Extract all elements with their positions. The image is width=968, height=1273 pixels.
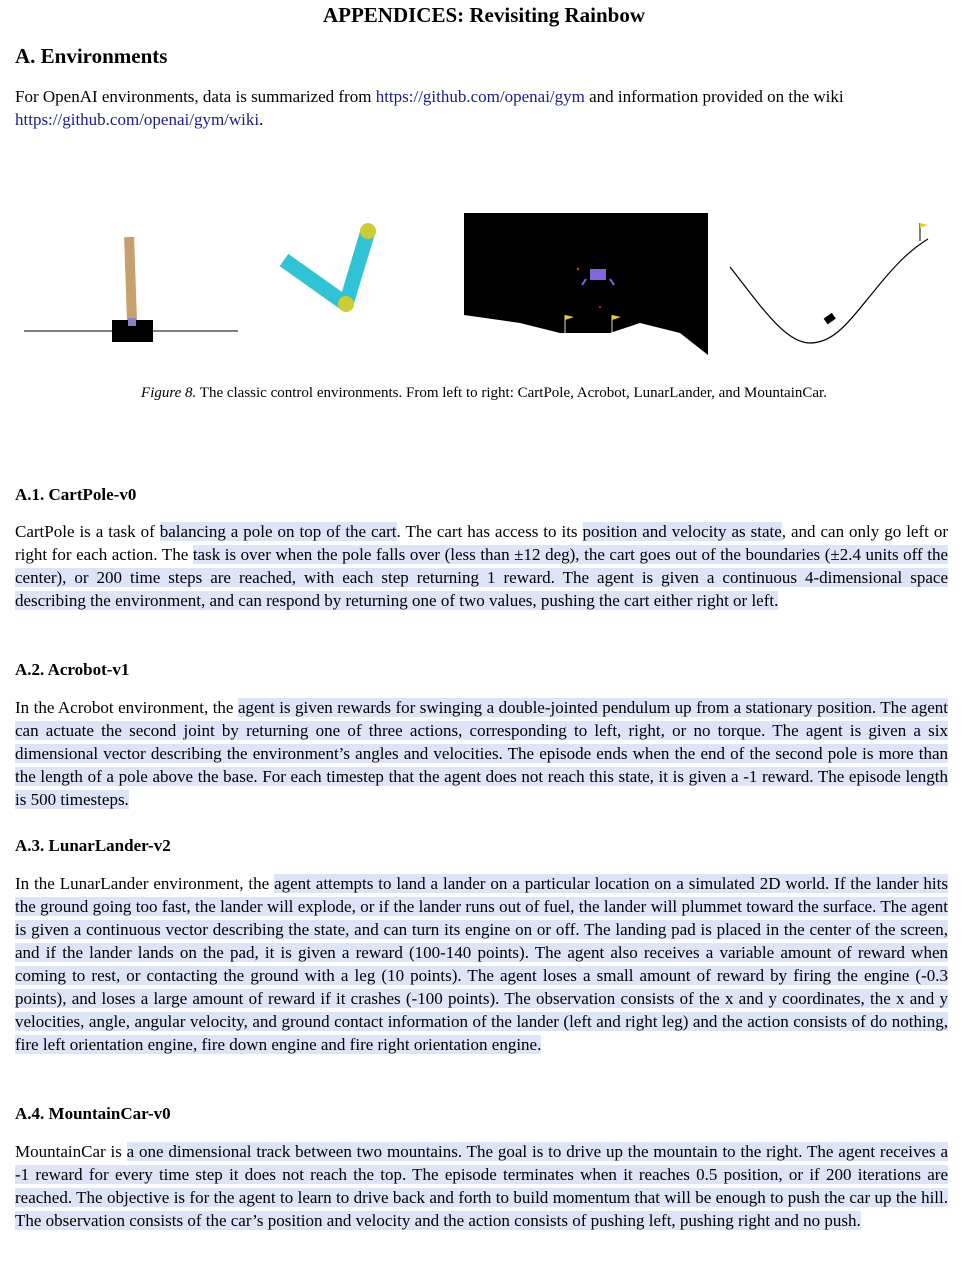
classic-control-figure	[20, 205, 955, 365]
lunarlander-paragraph: In the LunarLander environment, the agent attempts to land a lander on a particular location on a simulated 2D world. If the lander hits the ground going too fast, the lander will explode, or if the lander runs out of fuel, the lander will plummet toward the surface. The agent is given a continuous vector describing the state, and can turn its engine on or off. The landing pad is placed in the center of the screen, and if the lander lands on the pad, it is given a reward (100-140 points). The agent also receives a variable amount of reward when coming to rest, or contacting the ground with a leg (10 points). The agent loses a small amount of reward by firing the engine (-0.3 points), and loses a large amount of reward if it crashes (-100 points). The observation consists of the x and y coordinates, the x and y velocities, angle, angular velocity, and ground contact information of the lander (left and right leg) and the action consists of do nothing, fire left orientation engine, fire down engine and fire right orientation engine.	[15, 874, 948, 1054]
mountaincar-panel	[730, 223, 928, 343]
gym-link[interactable]: https://github.com/openai/gym	[375, 87, 585, 106]
lunarlander-panel	[464, 213, 708, 355]
mountaincar-heading: A.4. MountainCar-v0	[15, 1104, 171, 1123]
page-title: APPENDICES: Revisiting Rainbow	[322, 3, 646, 27]
acrobot-heading: A.2. Acrobot-v1	[15, 660, 130, 679]
gym-wiki-link[interactable]: https://github.com/openai/gym/wiki	[15, 110, 260, 129]
section-heading: A. Environments	[15, 44, 168, 68]
acrobot-paragraph: In the Acrobot environment, the agent is given rewards for swinging a double-jointed pendulum up from a stationary position. The agent can actuate the second joint by returning one of three actions, corresponding to left, right, or no torque. The agent is given a six dimensional vector describing the environment’s angles and velocities. The episode ends when the end of the second pole is more than the length of a pole above the base. For each timestep that the agent does not reach this state, it is given a -1 reward. The episode length is 500 timesteps.	[15, 698, 948, 809]
intro-paragraph: For OpenAI environments, data is summarized from https://github.com/openai/gym and information provided on the wiki https://github.com/openai/gym/wiki.	[15, 87, 844, 129]
cartpole-panel	[24, 237, 238, 342]
lunarlander-heading: A.3. LunarLander-v2	[15, 836, 171, 855]
acrobot-panel	[284, 223, 376, 312]
figure-caption: Figure 8. The classic control environments. From left to right: CartPole, Acrobot, LunarLander, and MountainCar.	[141, 385, 827, 401]
mountaincar-paragraph: MountainCar is a one dimensional track between two mountains. The goal is to drive up the mountain to the right. The agent receives a -1 reward for every time step it does not reach the top. The episode terminates when it reaches 0.5 position, or if 200 iterations are reached. The objective is for the agent to learn to drive back and forth to build momentum that will be enough to push the car up the hill. The observation consists of the car’s position and velocity and the action consists of pushing left, pushing right and no push.	[15, 1142, 948, 1230]
cartpole-heading: A.1. CartPole-v0	[15, 485, 137, 504]
cartpole-paragraph: CartPole is a task of balancing a pole on top of the cart. The cart has access to its position and velocity as state, and can only go left or right for each action. The task is over when the pole falls over (less than ±12 deg), the cart goes out of the boundaries (±2.4 units off the center), or 200 time steps are reached, with each step returning 1 reward. The agent is given a continuous 4-dimensional space describing the environment, and can respond by returning one of two values, pushing the cart either right or left.	[15, 522, 948, 610]
